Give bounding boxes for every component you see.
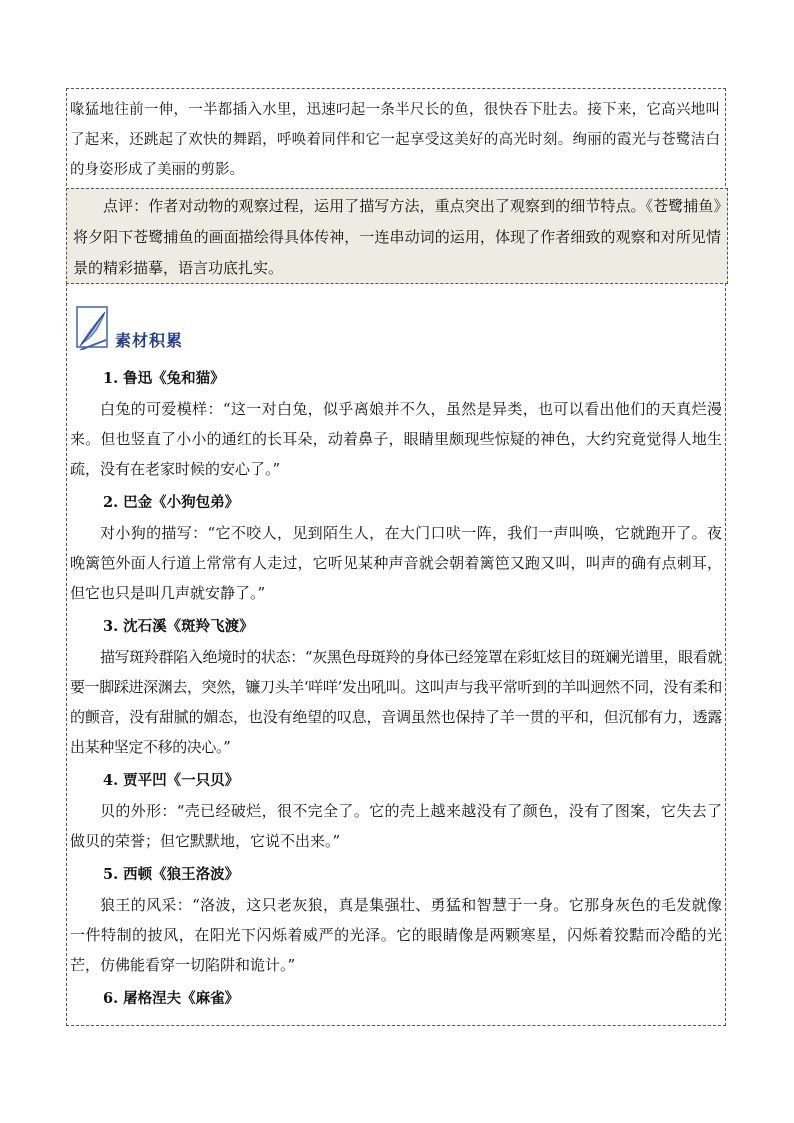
material-list (70, 364, 722, 1014)
entry-body: 描写斑羚群陷入绝境时的状态：“灰黑色母斑羚的身体已经笼罩在彩虹炫目的斑斓光谱里，眼看就要一脚踩进深渊去，突然，镰刀头羊‘咩咩’发出吼叫。这叫声与我平常听到的羊叫迥然不同，没有柔和的颤音，没有甜腻的媚态，也没有绝望的叹息，音调虽然也保持了羊一贯的平和，但沉郁有力，透露出某种坚定不移的决心。” (70, 648, 722, 756)
entry-title: 2. 巴金《小狗包弟》 (103, 494, 240, 511)
entry-title: 3. 沈石溪《斑羚飞渡》 (103, 618, 254, 635)
entry-title: 4. 贾平凹《一只贝》 (103, 772, 240, 789)
entry-body: 贝的外形：“壳已经破烂，很不完全了。它的壳上越来越没有了颜色，没有了图案，它失去了做贝的荣誉；但它默默地，它说不出来。” (70, 802, 722, 850)
entry-body: 狼王的风采：“洛波，这只老灰狼，真是集强壮、勇猛和智慧于一身。它那身灰色的毛发就像一件特制的披风，在阳光下闪烁着威严的光泽。它的眼睛像是两颗寒星，闪烁着狡黠而冷酷的光芒，仿佛能看穿一切陷阱和诡计。” (70, 896, 722, 974)
top-paragraph-text: 喙猛地往前一伸，一半都插入水里，迅速叼起一条半尺长的鱼，很快吞下肚去。接下来，它高兴地叫了起来，还跳起了欢快的舞蹈，呼唤着同伴和它一起享受这美好的高光时刻。绚丽的霞光与苍鹭洁白的身姿形成了美丽的剪影。 (70, 102, 720, 178)
section-title: 素材积累 (115, 331, 184, 350)
entry-title: 6. 屠格涅夫《麻雀》 (103, 990, 240, 1007)
section-heading (76, 306, 376, 354)
top-paragraph (70, 95, 720, 185)
entry-body: 对小狗的描写：“它不咬人，见到陌生人，在大门口吠一阵，我们一声叫唤，它就跑开了。夜晚篱笆外面人行道上常常有人走过，它听见某种声音就会朝着篱笆又跑又叫，叫声的确有点刺耳，但它也只是叫几声就安静了。” (70, 524, 722, 602)
entry-title: 5. 西顿《狼王洛波》 (103, 866, 240, 883)
entry-title: 1. 鲁迅《兔和猫》 (103, 370, 225, 387)
review-text: 点评：作者对动物的观察过程，运用了描写方法，重点突出了观察到的细节特点。《苍鹭捕鱼》将夕阳下苍鹭捕鱼的画面描绘得具体传神，一连串动词的运用，体现了作者细致的观察和对所见情景的精彩描摹，语言功底扎实。 (73, 197, 721, 277)
feather-icon (76, 306, 110, 350)
entry-body: 白兔的可爱模样：“这一对白兔，似乎离娘并不久，虽然是异类，也可以看出他们的天真烂漫来。但也竖直了小小的通红的长耳朵，动着鼻子，眼睛里颇现些惊疑的神色，大约究竟觉得人地生疏，没有在老家时候的安心了。” (70, 400, 722, 478)
review-box (66, 188, 728, 284)
